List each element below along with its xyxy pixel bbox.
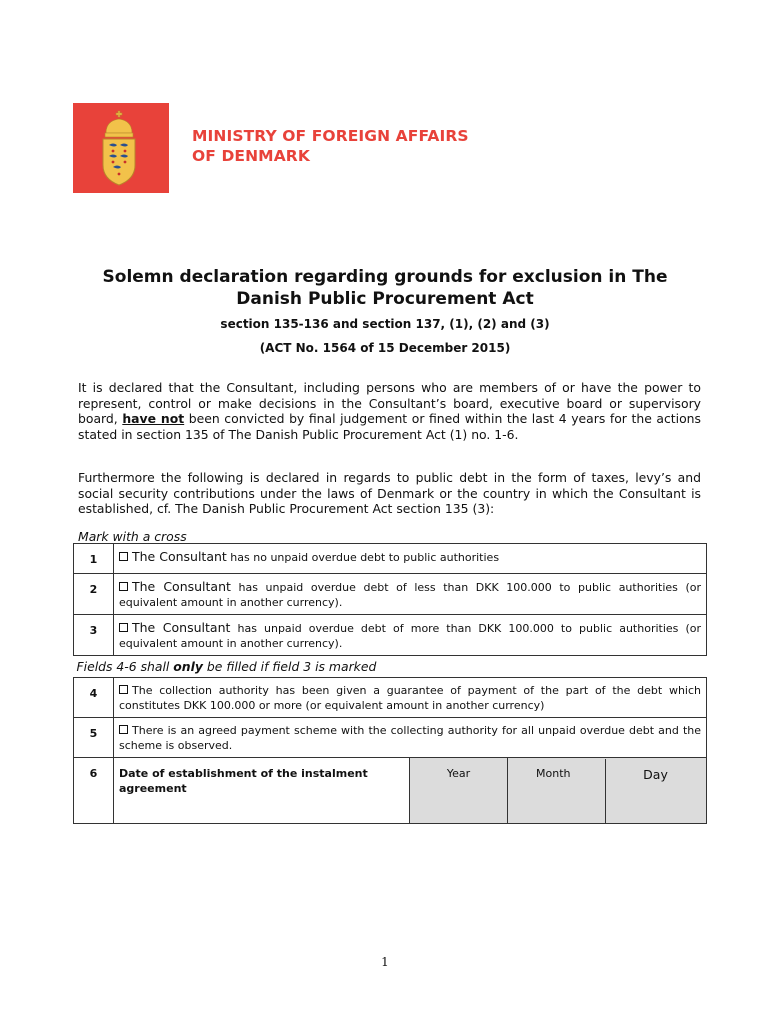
page-number: 1 — [381, 955, 389, 969]
checkbox[interactable] — [119, 623, 128, 632]
mark-with-cross-label: Mark with a cross — [78, 529, 187, 544]
row-number: 1 — [74, 544, 114, 574]
danish-coat-of-arms-icon — [73, 103, 169, 193]
option-1-cell — [114, 544, 707, 574]
declaration-paragraph-end: been convicted by final judgement or fined within the last 4 years for the actions stated in section 135 of The Danish Public Procurement Act (1) no. 1-6. — [78, 411, 701, 442]
table-row — [74, 574, 707, 615]
option-2-cell — [114, 574, 707, 615]
public-debt-paragraph: Furthermore the following is declared in regards to public debt in the form of taxes, levy’s and social security contributions under the laws of Denmark or the country in which the Consultant is established, cf. The Danish Public Procurement Act section 135 (3): — [78, 470, 701, 516]
checkbox[interactable] — [119, 582, 128, 591]
table-row — [74, 678, 707, 718]
instalment-date-label: Date of establishment of the instalment agreement — [114, 758, 410, 824]
fields-note — [74, 656, 707, 678]
row-number: 6 — [74, 758, 114, 824]
ministry-name-line2: OF DENMARK — [192, 147, 310, 165]
checkbox[interactable] — [119, 552, 128, 561]
document-subtitle-act: (ACT No. 1564 of 15 December 2015) — [259, 341, 511, 355]
document-subtitle-sections: section 135-136 and section 137, (1), (2) and (3) — [220, 317, 550, 331]
option-lead: The Consultant — [132, 549, 227, 564]
row-number: 2 — [74, 574, 114, 615]
option-text: There is an agreed payment scheme with the collecting authority for all unpaid overdue debt and the scheme is observed. — [119, 724, 701, 752]
day-field[interactable]: Day — [605, 759, 705, 823]
month-field[interactable]: Month — [508, 758, 707, 824]
ministry-name — [192, 126, 469, 166]
fields-note-emphasis: only — [173, 659, 203, 674]
checkbox[interactable] — [119, 685, 128, 694]
option-4-cell — [114, 678, 707, 718]
row-number: 3 — [74, 615, 114, 656]
row-number: 5 — [74, 718, 114, 758]
ministry-name-line1: MINISTRY OF FOREIGN AFFAIRS — [192, 127, 469, 145]
document-title — [60, 266, 710, 310]
option-text: has unpaid overdue debt of less than DKK 100.000 to public authorities (or equivalent amount in another currency). — [119, 581, 702, 609]
option-lead: The Consultant — [132, 579, 231, 594]
year-field[interactable]: Year — [410, 758, 508, 824]
declaration-paragraph — [78, 380, 701, 442]
row-number: 4 — [74, 678, 114, 718]
fields-note-row — [74, 656, 707, 678]
ministry-logo — [73, 103, 169, 193]
declaration-emphasis: have not — [122, 411, 185, 426]
table-row — [74, 718, 707, 758]
option-text: has unpaid overdue debt of more than DKK 100.000 to public authorities (or equivalent amount in another currency). — [119, 622, 702, 650]
table-row — [74, 544, 707, 574]
fields-note-start: Fields 4-6 shall — [76, 659, 174, 674]
option-5-cell — [114, 718, 707, 758]
table-row — [74, 615, 707, 656]
option-3-cell — [114, 615, 707, 656]
declaration-paragraph-start: It is declared that the Consultant, including persons who are members of or have the power to represent, control or make decisions in the Consultant’s board, executive board or supervisory board, — [78, 380, 701, 426]
checkbox[interactable] — [119, 725, 128, 734]
option-lead: The Consultant — [132, 620, 231, 635]
document-title-line1: Solemn declaration regarding grounds for exclusion in The — [102, 267, 668, 287]
option-text: The collection authority has been given a guarantee of payment of the part of the debt which constitutes DKK 100.000 or more (or equivalent amount in another currency) — [119, 684, 701, 712]
document-title-line2: Danish Public Procurement Act — [236, 289, 534, 309]
option-text: has no unpaid overdue debt to public authorities — [226, 551, 500, 564]
fields-note-end: be filled if field 3 is marked — [202, 659, 377, 674]
